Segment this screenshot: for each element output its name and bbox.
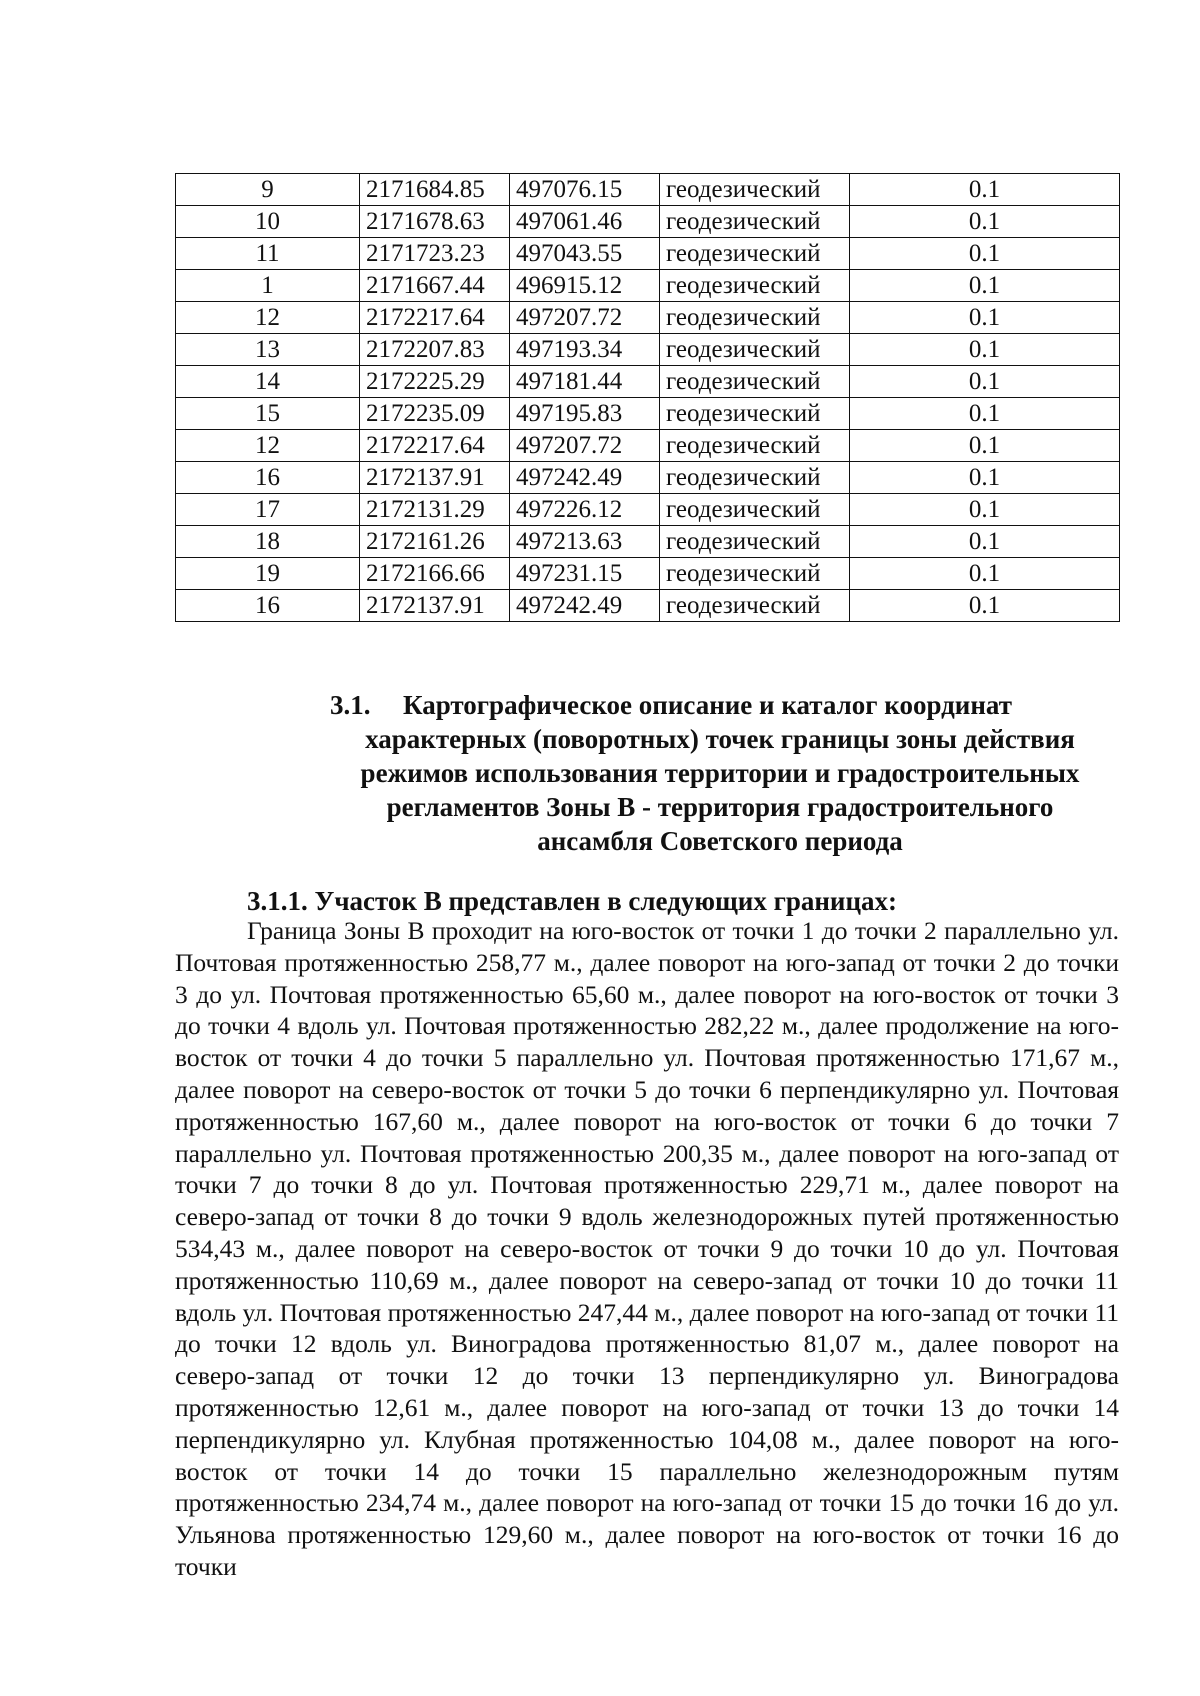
x-coordinate-cell: 2172207.83 [360,334,510,366]
table-row [176,174,1120,206]
method-cell: геодезический [660,174,850,206]
table-row [176,590,1120,622]
x-coordinate-cell: 2172217.64 [360,430,510,462]
accuracy-cell: 0.1 [850,270,1120,302]
y-coordinate-cell: 497207.72 [510,430,660,462]
x-coordinate-cell: 2171678.63 [360,206,510,238]
table-row [176,366,1120,398]
method-cell: геодезический [660,494,850,526]
table-row [176,238,1120,270]
accuracy-cell: 0.1 [850,494,1120,526]
x-coordinate-cell: 2171667.44 [360,270,510,302]
point-number-cell: 10 [176,206,360,238]
table-row [176,302,1120,334]
x-coordinate-cell: 2172225.29 [360,366,510,398]
accuracy-cell: 0.1 [850,238,1120,270]
coordinate-table [175,173,1120,622]
y-coordinate-cell: 497061.46 [510,206,660,238]
section-title-rest: характерных (поворотных) точек границы зоны действия режимов использования территории и градостроительных регламентов Зоны В - территория градостроительного ансамбля Советского периода [360,724,1080,856]
method-cell: геодезический [660,334,850,366]
x-coordinate-cell: 2172235.09 [360,398,510,430]
accuracy-cell: 0.1 [850,590,1120,622]
body-paragraph: Граница Зоны В проходит на юго-восток от точки 1 до точки 2 параллельно ул. Почтовая протяженностью 258,77 м., далее поворот на юго-запад от точки 2 до точки 3 до ул. Почтовая протяженностью 65,60 м., далее поворот на юго-восток от точки 3 до точки 4 вдоль ул. Почтовая протяженностью 282,22 м., далее продолжение на юго-восток от точки 4 до точки 5 параллельно ул. Почтовая протяженностью 171,67 м., далее поворот на северо-восток от точки 5 до точки 6 перпендикулярно ул. Почтовая протяженностью 167,60 м., далее поворот на юго-восток от точки 6 до точки 7 параллельно ул. Почтовая протяженностью 200,35 м., далее поворот на юго-запад от точки 7 до точки 8 до ул. Почтовая протяженностью 229,71 м., далее поворот на северо-запад от точки 8 до точки 9 вдоль железнодорожных путей протяженностью 534,43 м., далее поворот на северо-восток от точки 9 до точки 10 до ул. Почтовая протяженностью 110,69 м., далее поворот на северо-запад от точки 10 до точки 11 вдоль ул. Почтовая протяженностью 247,44 м., далее поворот на юго-запад от точки 11 до точки 12 вдоль ул. Виноградова протяженностью 81,07 м., далее поворот на северо-запад от точки 12 до точки 13 перпендикулярно ул. Виноградова протяженностью 12,61 м., далее поворот на юго-запад от точки 13 до точки 14 перпендикулярно ул. Клубная протяженностью 104,08 м., далее поворот на юго-восток от точки 14 до точки 15 параллельно железнодорожным путям протяженностью 234,74 м., далее поворот на юго-запад от точки 15 до точки 16 до ул. Ульянова протяженностью 129,60 м., далее поворот на юго-восток от точки 16 до точки [175,916,1119,1581]
y-coordinate-cell: 497226.12 [510,494,660,526]
point-number-cell: 14 [176,366,360,398]
table-row [176,558,1120,590]
coordinate-table-body [176,174,1120,622]
x-coordinate-cell: 2172166.66 [360,558,510,590]
point-number-cell: 15 [176,398,360,430]
table-row [176,526,1120,558]
y-coordinate-cell: 497043.55 [510,238,660,270]
y-coordinate-cell: 497242.49 [510,590,660,622]
method-cell: геодезический [660,462,850,494]
point-number-cell: 19 [176,558,360,590]
accuracy-cell: 0.1 [850,558,1120,590]
method-cell: геодезический [660,206,850,238]
method-cell: геодезический [660,430,850,462]
method-cell: геодезический [660,526,850,558]
accuracy-cell: 0.1 [850,174,1120,206]
method-cell: геодезический [660,398,850,430]
y-coordinate-cell: 497193.34 [510,334,660,366]
table-row [176,270,1120,302]
section-title [330,688,1110,858]
method-cell: геодезический [660,270,850,302]
point-number-cell: 17 [176,494,360,526]
accuracy-cell: 0.1 [850,398,1120,430]
section-heading [330,688,1110,858]
accuracy-cell: 0.1 [850,430,1120,462]
table-row [176,462,1120,494]
section-title-first-line: Картографическое описание и каталог координат [403,690,1012,720]
accuracy-cell: 0.1 [850,462,1120,494]
x-coordinate-cell: 2172131.29 [360,494,510,526]
method-cell: геодезический [660,558,850,590]
y-coordinate-cell: 497242.49 [510,462,660,494]
accuracy-cell: 0.1 [850,302,1120,334]
y-coordinate-cell: 496915.12 [510,270,660,302]
y-coordinate-cell: 497207.72 [510,302,660,334]
point-number-cell: 18 [176,526,360,558]
y-coordinate-cell: 497181.44 [510,366,660,398]
point-number-cell: 9 [176,174,360,206]
point-number-cell: 12 [176,430,360,462]
point-number-cell: 16 [176,462,360,494]
point-number-cell: 11 [176,238,360,270]
table-row [176,334,1120,366]
point-number-cell: 16 [176,590,360,622]
method-cell: геодезический [660,366,850,398]
x-coordinate-cell: 2172137.91 [360,590,510,622]
y-coordinate-cell: 497213.63 [510,526,660,558]
accuracy-cell: 0.1 [850,366,1120,398]
method-cell: геодезический [660,238,850,270]
section-number: 3.1. [330,690,371,720]
x-coordinate-cell: 2172161.26 [360,526,510,558]
y-coordinate-cell: 497076.15 [510,174,660,206]
table-row [176,494,1120,526]
accuracy-cell: 0.1 [850,526,1120,558]
x-coordinate-cell: 2172217.64 [360,302,510,334]
point-number-cell: 1 [176,270,360,302]
table-row [176,430,1120,462]
table-row [176,206,1120,238]
accuracy-cell: 0.1 [850,334,1120,366]
subsection-heading: 3.1.1. Участок В представлен в следующих границах: [247,886,898,916]
y-coordinate-cell: 497195.83 [510,398,660,430]
accuracy-cell: 0.1 [850,206,1120,238]
point-number-cell: 13 [176,334,360,366]
method-cell: геодезический [660,302,850,334]
table-row [176,398,1120,430]
point-number-cell: 12 [176,302,360,334]
x-coordinate-cell: 2172137.91 [360,462,510,494]
x-coordinate-cell: 2171684.85 [360,174,510,206]
y-coordinate-cell: 497231.15 [510,558,660,590]
x-coordinate-cell: 2171723.23 [360,238,510,270]
method-cell: геодезический [660,590,850,622]
